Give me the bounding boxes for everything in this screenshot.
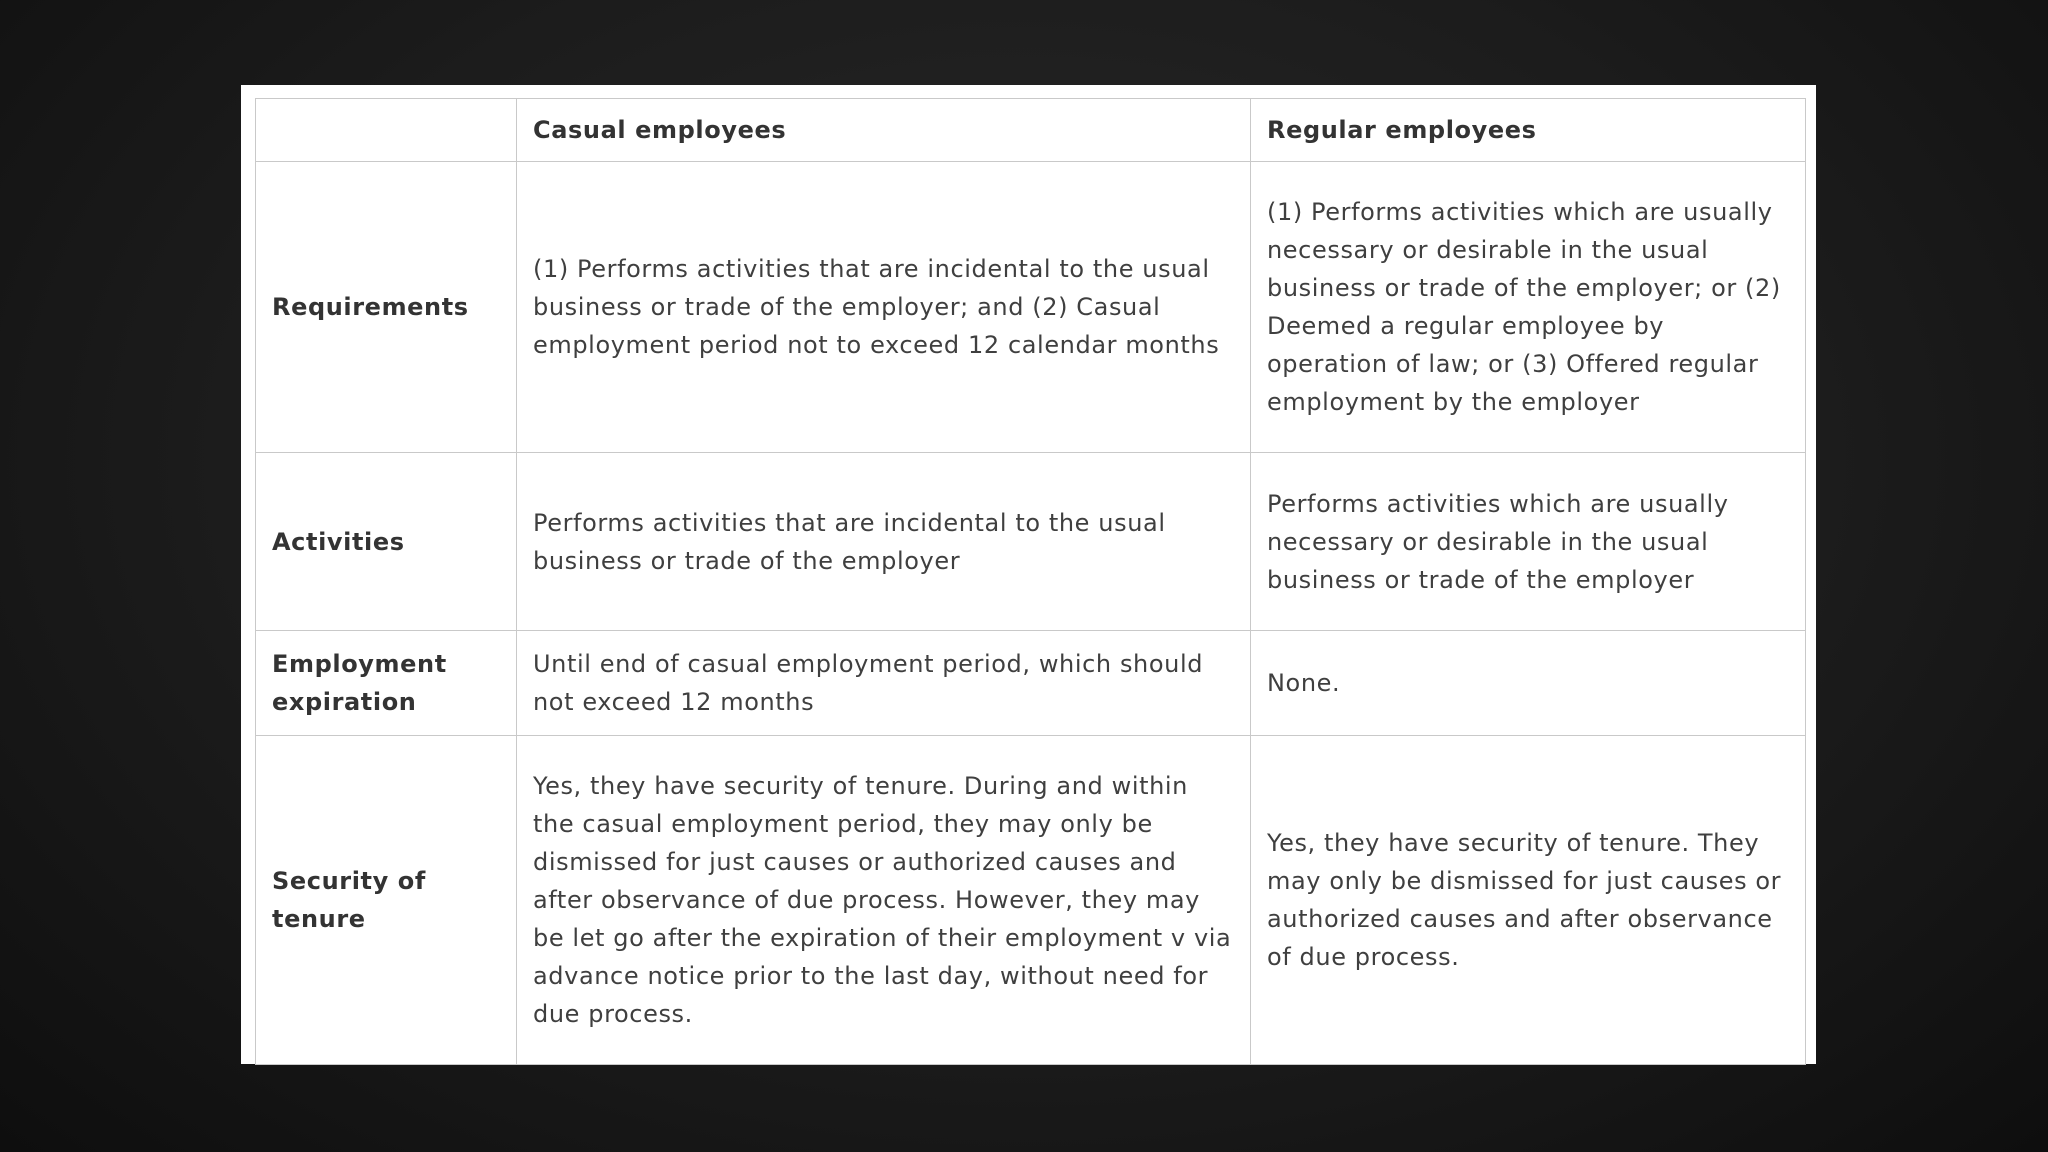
table-row xyxy=(256,162,1806,453)
cell-regular-employment-expiration: None. xyxy=(1251,631,1806,736)
table-row xyxy=(256,453,1806,631)
cell-casual-requirements: (1) Performs activities that are incidental to the usual business or trade of the employer; and (2) Casual employment period not to exceed 12 calendar months xyxy=(517,162,1251,453)
row-label-security-of-tenure: Security of tenure xyxy=(256,736,517,1065)
table-row xyxy=(256,736,1806,1065)
table-header-row xyxy=(256,99,1806,162)
table-row xyxy=(256,631,1806,736)
slide-card xyxy=(241,85,1816,1064)
header-casual-employees: Casual employees xyxy=(517,99,1251,162)
cell-casual-security-of-tenure: Yes, they have security of tenure. During and within the casual employment period, they may only be dismissed for just causes or authorized causes and after observance of due process. However, they may be let go after the expiration of their employment v via advance notice prior to the last day, without need for due process. xyxy=(517,736,1251,1065)
cell-regular-activities: Performs activities which are usually necessary or desirable in the usual business or trade of the employer xyxy=(1251,453,1806,631)
cell-regular-security-of-tenure: Yes, they have security of tenure. They may only be dismissed for just causes or authorized causes and after observance of due process. xyxy=(1251,736,1806,1065)
cell-casual-activities: Performs activities that are incidental to the usual business or trade of the employer xyxy=(517,453,1251,631)
header-regular-employees: Regular employees xyxy=(1251,99,1806,162)
header-corner-cell xyxy=(256,99,517,162)
cell-regular-requirements: (1) Performs activities which are usually necessary or desirable in the usual business or trade of the employer; or (2) Deemed a regular employee by operation of law; or (3) Offered regular employment by the employer xyxy=(1251,162,1806,453)
row-label-requirements: Requirements xyxy=(256,162,517,453)
row-label-activities: Activities xyxy=(256,453,517,631)
comparison-table xyxy=(255,98,1806,1065)
row-label-employment-expiration: Employment expiration xyxy=(256,631,517,736)
cell-casual-employment-expiration: Until end of casual employment period, which should not exceed 12 months xyxy=(517,631,1251,736)
